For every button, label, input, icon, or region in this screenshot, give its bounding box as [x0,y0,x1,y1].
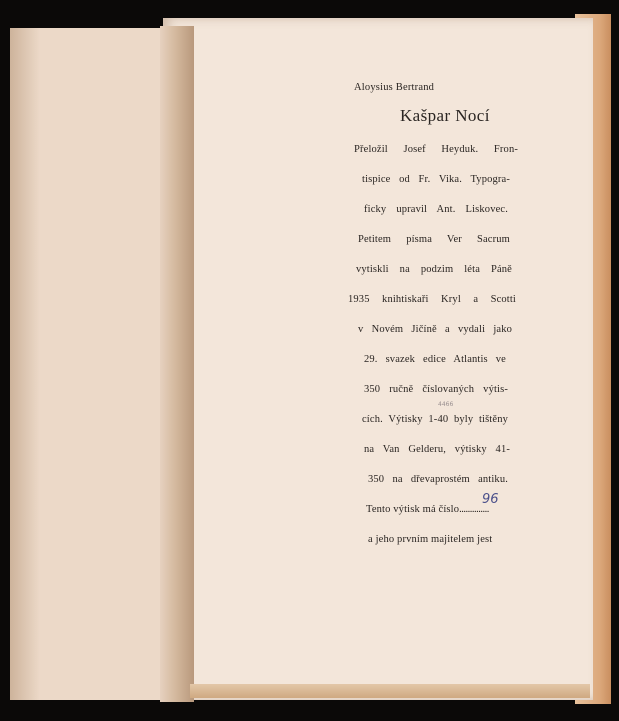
colophon-line: vytiskli na podzim léta Páně [356,264,512,275]
author-name: Aloysius Bertrand [354,82,435,93]
page-bottom-edge [190,684,590,698]
left-page-shadow [10,28,40,700]
book-title: Kašpar Nocí [400,106,490,125]
colophon-line: cích. Výtisky 1-40 byly tištěny [362,414,508,425]
colophon-line: 350 na dřevaprostém antiku. [368,474,508,485]
colophon-line: v Novém Jičíně a vydali jako [358,324,512,335]
owner-line: a jeho prvním majitelem jest [368,534,493,545]
copy-number-label: Tento výtisk má číslo [366,504,460,515]
colophon-line: 1935 knihtiskaři Kryl a Scotti [348,294,516,305]
colophon-line: Přeložil Josef Heyduk. Fron- [354,144,518,155]
book-gutter [160,26,194,702]
copy-number-dots: .............. [459,504,489,515]
colophon-line: 350 ručně číslovaných výtis- [364,384,508,395]
pencil-mark: 4466 [438,401,454,408]
colophon-line: tispice od Fr. Vika. Typogra- [362,174,510,185]
colophon-line: 29. svazek edice Atlantis ve [364,354,506,365]
handwritten-copy-number: 96 [482,492,499,507]
colophon-line: Petitem písma Ver Sacrum [358,234,510,245]
colophon-line: ficky upravil Ant. Liskovec. [364,204,508,215]
colophon-line: na Van Gelderu, výtisky 41- [364,444,510,455]
